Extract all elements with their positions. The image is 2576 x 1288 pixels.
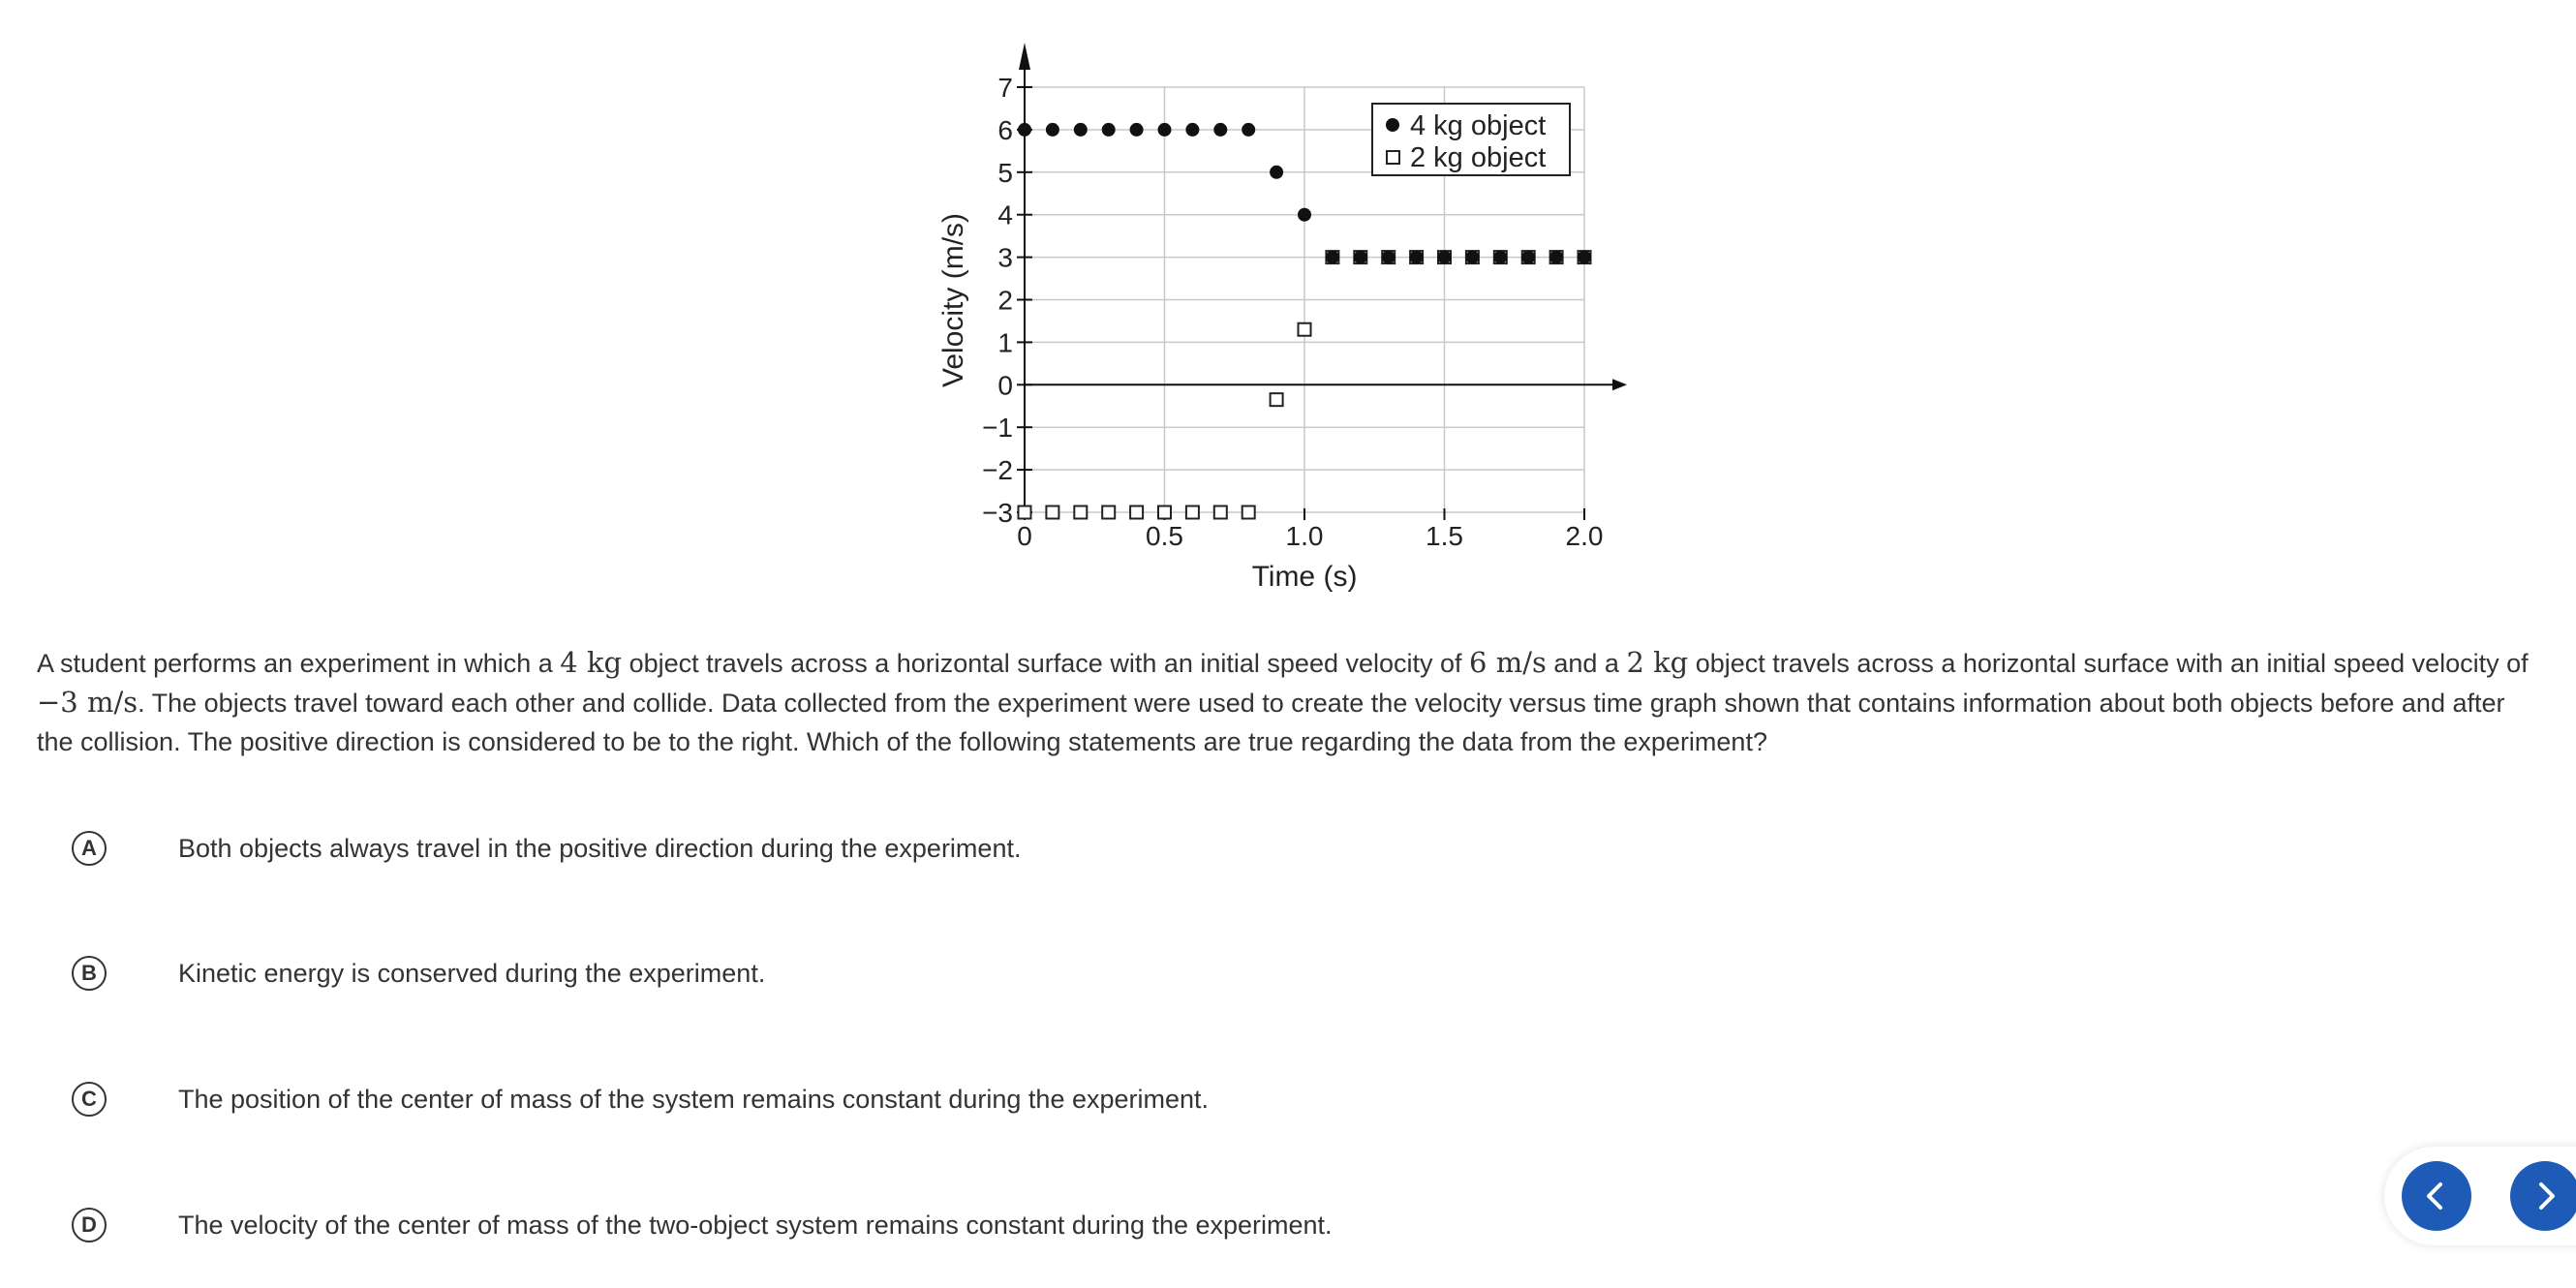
data-point-4kg bbox=[1578, 251, 1591, 264]
x-axis-label: Time (s) bbox=[1251, 561, 1358, 593]
question-part-5: . The objects travel toward each other and collide. Data collected from the experiment were used to create the velocity versus time graph shown that contains information about both objects before and after the collision. The positive direction is considered to be to the right. Which of the following statements are true regarding the data from the experiment? bbox=[37, 689, 2505, 756]
data-point-4kg bbox=[1270, 166, 1283, 179]
data-point-4kg bbox=[1102, 123, 1116, 137]
data-point-2kg bbox=[1102, 506, 1115, 519]
y-tick-label: 4 bbox=[997, 199, 1013, 230]
data-point-2kg bbox=[1158, 506, 1171, 519]
y-tick-label: −1 bbox=[982, 413, 1013, 444]
choice-a-text[interactable]: Both objects always travel in the positive direction during the experiment. bbox=[178, 833, 1022, 863]
choice-b[interactable] bbox=[72, 954, 766, 993]
y-tick-label: 3 bbox=[997, 242, 1013, 273]
data-point-2kg bbox=[1214, 506, 1227, 519]
data-point-4kg bbox=[1213, 123, 1227, 137]
data-point-4kg bbox=[1410, 251, 1424, 264]
x-tick-label: 1.0 bbox=[1285, 521, 1324, 551]
y-tick-label: 1 bbox=[997, 327, 1013, 358]
choice-d-letter[interactable]: D bbox=[72, 1208, 107, 1242]
next-button[interactable] bbox=[2510, 1161, 2576, 1231]
choice-b-letter[interactable]: B bbox=[72, 956, 107, 991]
x-tick-label: 0 bbox=[1017, 521, 1032, 551]
choice-d-text[interactable]: The velocity of the center of mass of the two-object system remains constant during the experiment. bbox=[178, 1210, 1333, 1240]
choice-c-text[interactable]: The position of the center of mass of the system remains constant during the experiment. bbox=[178, 1084, 1210, 1114]
data-point-4kg bbox=[1298, 208, 1311, 222]
choice-c-letter[interactable]: C bbox=[72, 1082, 107, 1117]
data-point-2kg bbox=[1271, 393, 1283, 406]
choice-b-text[interactable]: Kinetic energy is conserved during the experiment. bbox=[178, 958, 766, 988]
question-text bbox=[37, 643, 2535, 761]
data-point-2kg bbox=[1130, 506, 1143, 519]
math-mass-2kg: 2 kg bbox=[1626, 646, 1689, 679]
legend-marker-2kg bbox=[1387, 151, 1399, 164]
choice-a-letter[interactable]: A bbox=[72, 831, 107, 866]
question-part-2: object travels across a horizontal surface with an initial speed velocity of bbox=[622, 649, 1470, 678]
data-point-4kg bbox=[1326, 251, 1339, 264]
y-tick-label: 6 bbox=[997, 114, 1013, 145]
legend bbox=[1372, 104, 1570, 175]
y-tick-label: −3 bbox=[982, 498, 1013, 528]
data-point-4kg bbox=[1018, 123, 1031, 137]
question-part-3: and a bbox=[1546, 649, 1627, 678]
data-point-4kg bbox=[1438, 251, 1452, 264]
math-speed-6: 6 m/s bbox=[1469, 646, 1547, 679]
x-tick-label: 0.5 bbox=[1146, 521, 1183, 551]
y-tick-label: 5 bbox=[997, 157, 1013, 188]
legend-label-4kg: 4 kg object bbox=[1410, 110, 1547, 141]
y-tick-label: 0 bbox=[997, 370, 1013, 401]
y-tick-label: 2 bbox=[997, 285, 1013, 316]
y-tick-label: −2 bbox=[982, 455, 1013, 486]
y-tick-label: 7 bbox=[997, 73, 1013, 103]
navigation-bar bbox=[2384, 1147, 2576, 1245]
data-point-2kg bbox=[1046, 506, 1058, 519]
data-point-4kg bbox=[1046, 123, 1059, 137]
chevron-right-icon bbox=[2526, 1177, 2564, 1215]
data-point-4kg bbox=[1158, 123, 1172, 137]
y-axis-arrow bbox=[1019, 43, 1030, 70]
data-point-2kg bbox=[1186, 506, 1199, 519]
data-point-4kg bbox=[1521, 251, 1535, 264]
data-point-4kg bbox=[1185, 123, 1199, 137]
data-point-2kg bbox=[1019, 506, 1031, 519]
legend-marker-4kg bbox=[1386, 118, 1399, 132]
x-axis-arrow bbox=[1612, 379, 1627, 390]
x-tick-label: 2.0 bbox=[1565, 521, 1604, 551]
legend-label-2kg: 2 kg object bbox=[1410, 142, 1547, 173]
question-part-1: A student performs an experiment in which a bbox=[37, 649, 561, 678]
question-part-4: object travels across a horizontal surface with an initial speed velocity of bbox=[1688, 649, 2529, 678]
data-point-2kg bbox=[1242, 506, 1255, 519]
choice-c[interactable] bbox=[72, 1080, 1210, 1119]
data-point-4kg bbox=[1549, 251, 1563, 264]
data-point-4kg bbox=[1074, 123, 1088, 137]
choice-d[interactable] bbox=[72, 1206, 1333, 1244]
math-speed-neg3: −3 m/s bbox=[37, 686, 138, 719]
data-point-4kg bbox=[1130, 123, 1144, 137]
data-point-4kg bbox=[1382, 251, 1395, 264]
data-point-4kg bbox=[1354, 251, 1367, 264]
x-tick-label: 1.5 bbox=[1426, 521, 1463, 551]
chevron-left-icon bbox=[2417, 1177, 2456, 1215]
previous-button[interactable] bbox=[2402, 1161, 2471, 1231]
math-mass-4kg: 4 kg bbox=[560, 646, 623, 679]
data-point-2kg bbox=[1074, 506, 1087, 519]
data-point-4kg bbox=[1242, 123, 1255, 137]
y-axis-label: Velocity (m/s) bbox=[937, 212, 969, 388]
graph-svg bbox=[910, 29, 1646, 610]
data-point-2kg bbox=[1299, 323, 1311, 336]
velocity-time-graph bbox=[910, 29, 1646, 610]
data-point-4kg bbox=[1465, 251, 1479, 264]
data-point-4kg bbox=[1493, 251, 1507, 264]
choice-a[interactable] bbox=[72, 829, 1022, 868]
